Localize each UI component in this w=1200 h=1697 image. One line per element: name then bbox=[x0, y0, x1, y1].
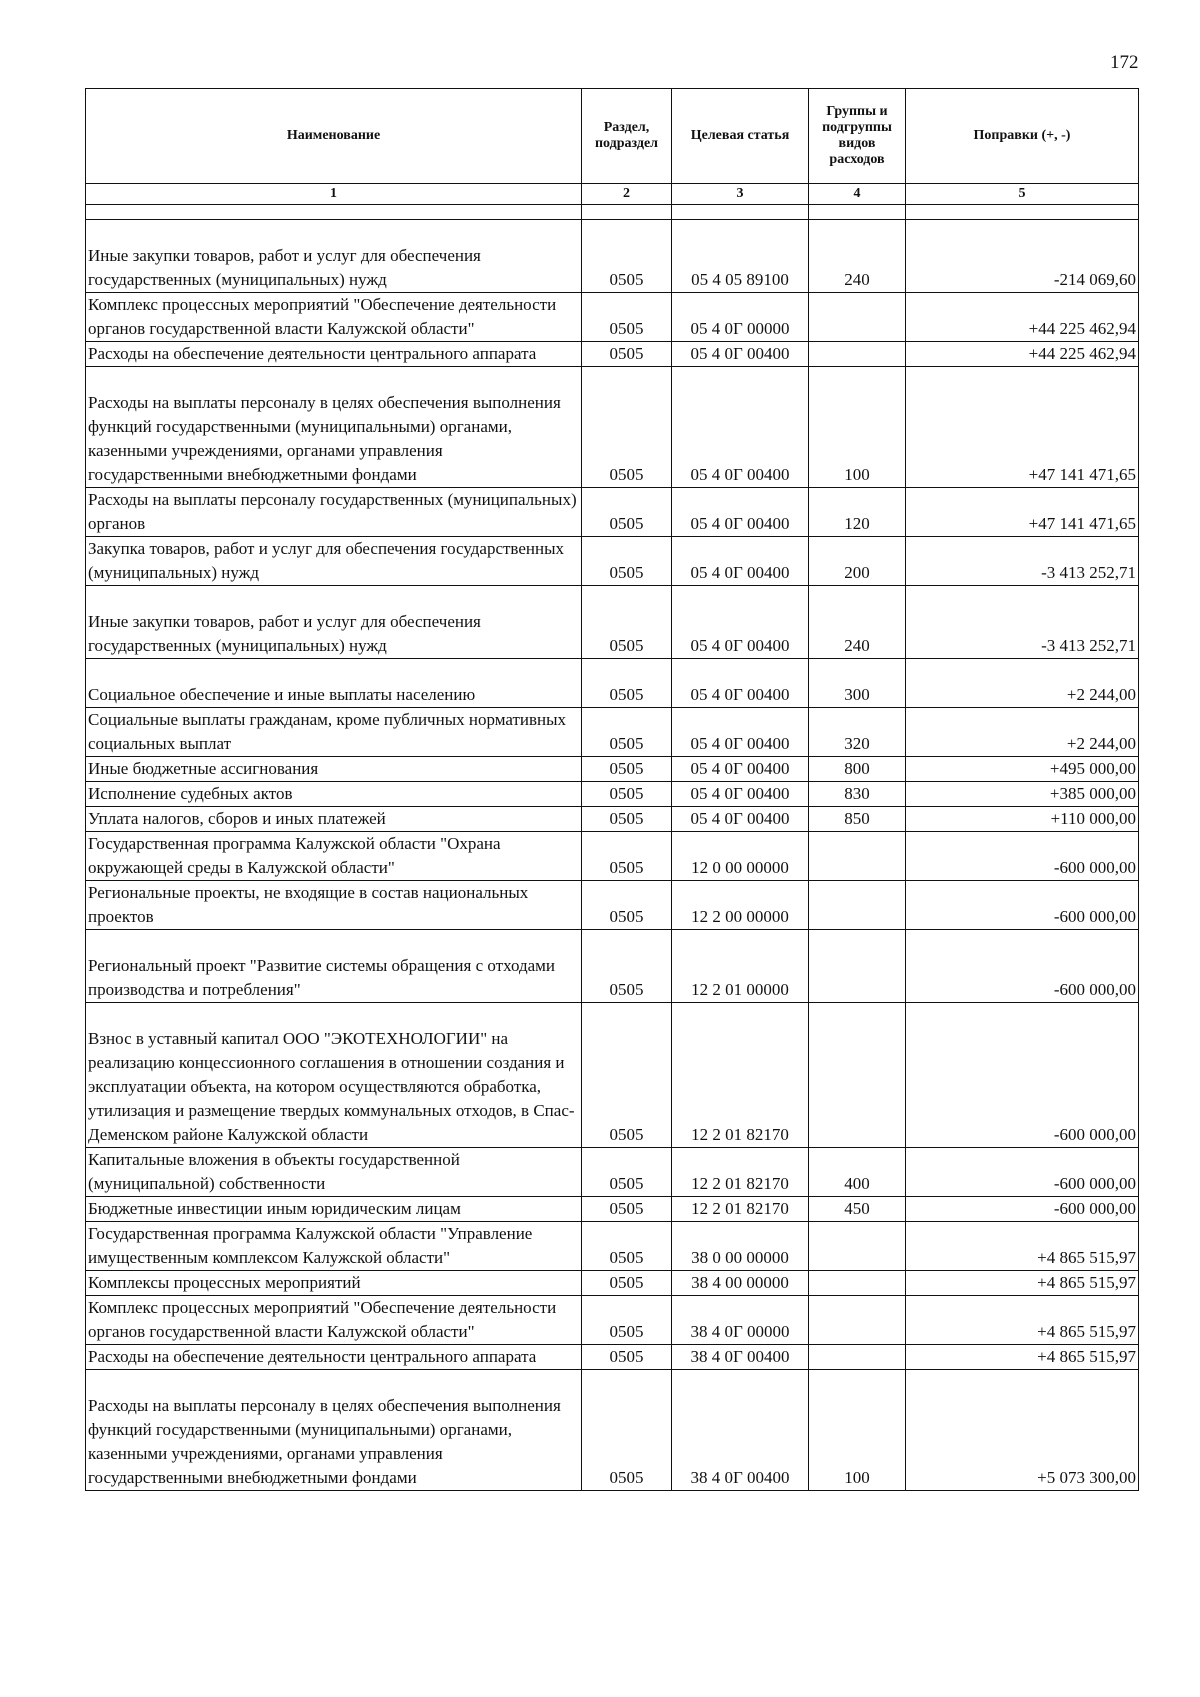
row-amount-cell: +5 073 300,00 bbox=[906, 1370, 1139, 1491]
row-name-cell: Социальное обеспечение и иные выплаты населению bbox=[86, 659, 582, 708]
row-group-cell bbox=[809, 881, 906, 930]
row-target-cell: 05 4 0Г 00400 bbox=[672, 488, 809, 537]
row-target-cell: 12 2 01 82170 bbox=[672, 1003, 809, 1148]
row-section-cell: 0505 bbox=[582, 586, 672, 659]
row-amount-cell: +4 865 515,97 bbox=[906, 1296, 1139, 1345]
row-section-cell: 0505 bbox=[582, 782, 672, 807]
table-row bbox=[86, 807, 1139, 832]
row-amount-cell: +4 865 515,97 bbox=[906, 1222, 1139, 1271]
row-group-cell: 300 bbox=[809, 659, 906, 708]
table-row bbox=[86, 342, 1139, 367]
row-section-cell: 0505 bbox=[582, 1222, 672, 1271]
row-target-cell: 38 0 00 00000 bbox=[672, 1222, 809, 1271]
table-row bbox=[86, 708, 1139, 757]
table-row bbox=[86, 586, 1139, 659]
row-target-cell: 38 4 0Г 00400 bbox=[672, 1370, 809, 1491]
row-group-cell: 200 bbox=[809, 537, 906, 586]
row-section-cell: 0505 bbox=[582, 930, 672, 1003]
row-name-cell: Уплата налогов, сборов и иных платежей bbox=[86, 807, 582, 832]
row-amount-cell: -600 000,00 bbox=[906, 832, 1139, 881]
row-group-cell bbox=[809, 832, 906, 881]
row-name-cell: Бюджетные инвестиции иным юридическим лицам bbox=[86, 1197, 582, 1222]
row-group-cell: 100 bbox=[809, 1370, 906, 1491]
row-amount-cell: +44 225 462,94 bbox=[906, 293, 1139, 342]
row-target-cell: 12 2 01 82170 bbox=[672, 1197, 809, 1222]
row-group-cell bbox=[809, 1345, 906, 1370]
column-number: 4 bbox=[809, 184, 906, 205]
row-section-cell: 0505 bbox=[582, 220, 672, 293]
row-amount-cell: +495 000,00 bbox=[906, 757, 1139, 782]
row-group-cell bbox=[809, 342, 906, 367]
header-section: Раздел, подраздел bbox=[582, 89, 672, 184]
row-name-cell: Комплекс процессных мероприятий "Обеспечение деятельности органов государственной власти Калужской области" bbox=[86, 293, 582, 342]
header-name: Наименование bbox=[86, 89, 582, 184]
row-section-cell: 0505 bbox=[582, 1003, 672, 1148]
row-section-cell: 0505 bbox=[582, 832, 672, 881]
row-name-cell: Иные бюджетные ассигнования bbox=[86, 757, 582, 782]
row-target-cell: 38 4 00 00000 bbox=[672, 1271, 809, 1296]
row-amount-cell: -600 000,00 bbox=[906, 930, 1139, 1003]
row-target-cell: 12 2 01 00000 bbox=[672, 930, 809, 1003]
table-row bbox=[86, 832, 1139, 881]
row-section-cell: 0505 bbox=[582, 488, 672, 537]
table-row bbox=[86, 220, 1139, 293]
row-group-cell: 320 bbox=[809, 708, 906, 757]
row-group-cell: 450 bbox=[809, 1197, 906, 1222]
row-section-cell: 0505 bbox=[582, 708, 672, 757]
row-name-cell: Расходы на обеспечение деятельности центрального аппарата bbox=[86, 1345, 582, 1370]
row-target-cell: 05 4 0Г 00400 bbox=[672, 342, 809, 367]
row-name-cell: Расходы на выплаты персоналу в целях обеспечения выполнения функций государственными (муниципальными) органами, казенными учреждениями, органами управления государственными внебюджетными фондами bbox=[86, 367, 582, 488]
row-name-cell: Закупка товаров, работ и услуг для обеспечения государственных (муниципальных) нужд bbox=[86, 537, 582, 586]
row-target-cell: 12 2 00 00000 bbox=[672, 881, 809, 930]
row-amount-cell: -600 000,00 bbox=[906, 1003, 1139, 1148]
row-section-cell: 0505 bbox=[582, 1370, 672, 1491]
table-row bbox=[86, 782, 1139, 807]
row-name-cell: Капитальные вложения в объекты государственной (муниципальной) собственности bbox=[86, 1148, 582, 1197]
row-group-cell bbox=[809, 1296, 906, 1345]
table-row bbox=[86, 930, 1139, 1003]
row-name-cell: Государственная программа Калужской области "Управление имущественным комплексом Калужской области" bbox=[86, 1222, 582, 1271]
row-target-cell: 05 4 0Г 00400 bbox=[672, 659, 809, 708]
row-target-cell: 05 4 05 89100 bbox=[672, 220, 809, 293]
table-row bbox=[86, 293, 1139, 342]
row-section-cell: 0505 bbox=[582, 807, 672, 832]
row-group-cell: 120 bbox=[809, 488, 906, 537]
row-target-cell: 12 0 00 00000 bbox=[672, 832, 809, 881]
row-amount-cell: +2 244,00 bbox=[906, 708, 1139, 757]
row-name-cell: Комплексы процессных мероприятий bbox=[86, 1271, 582, 1296]
table-row bbox=[86, 1271, 1139, 1296]
row-group-cell bbox=[809, 293, 906, 342]
row-target-cell: 05 4 0Г 00400 bbox=[672, 537, 809, 586]
row-group-cell bbox=[809, 1222, 906, 1271]
row-section-cell: 0505 bbox=[582, 659, 672, 708]
row-target-cell: 38 4 0Г 00400 bbox=[672, 1345, 809, 1370]
row-name-cell: Региональный проект "Развитие системы обращения с отходами производства и потребления" bbox=[86, 930, 582, 1003]
row-group-cell: 800 bbox=[809, 757, 906, 782]
table-row bbox=[86, 659, 1139, 708]
row-section-cell: 0505 bbox=[582, 1345, 672, 1370]
row-amount-cell: -3 413 252,71 bbox=[906, 537, 1139, 586]
row-name-cell: Комплекс процессных мероприятий "Обеспечение деятельности органов государственной власти Калужской области" bbox=[86, 1296, 582, 1345]
row-amount-cell: +4 865 515,97 bbox=[906, 1271, 1139, 1296]
row-group-cell bbox=[809, 1271, 906, 1296]
header-groups: Группы и подгруппы видов расходов bbox=[809, 89, 906, 184]
row-section-cell: 0505 bbox=[582, 881, 672, 930]
row-section-cell: 0505 bbox=[582, 293, 672, 342]
row-section-cell: 0505 bbox=[582, 1148, 672, 1197]
table-row bbox=[86, 1148, 1139, 1197]
header-row bbox=[86, 89, 1139, 184]
table-row bbox=[86, 1003, 1139, 1148]
row-name-cell: Исполнение судебных актов bbox=[86, 782, 582, 807]
row-name-cell: Иные закупки товаров, работ и услуг для обеспечения государственных (муниципальных) нужд bbox=[86, 220, 582, 293]
row-name-cell: Региональные проекты, не входящие в состав национальных проектов bbox=[86, 881, 582, 930]
header-target: Целевая статья bbox=[672, 89, 809, 184]
table-row bbox=[86, 488, 1139, 537]
table-row bbox=[86, 1222, 1139, 1271]
row-section-cell: 0505 bbox=[582, 342, 672, 367]
row-amount-cell: -600 000,00 bbox=[906, 1148, 1139, 1197]
row-name-cell: Государственная программа Калужской области "Охрана окружающей среды в Калужской области" bbox=[86, 832, 582, 881]
row-name-cell: Социальные выплаты гражданам, кроме публичных нормативных социальных выплат bbox=[86, 708, 582, 757]
row-section-cell: 0505 bbox=[582, 757, 672, 782]
row-name-cell: Расходы на выплаты персоналу государственных (муниципальных) органов bbox=[86, 488, 582, 537]
header-spacer bbox=[86, 205, 1139, 220]
row-amount-cell: +47 141 471,65 bbox=[906, 367, 1139, 488]
row-group-cell: 830 bbox=[809, 782, 906, 807]
row-group-cell: 240 bbox=[809, 220, 906, 293]
row-section-cell: 0505 bbox=[582, 367, 672, 488]
row-target-cell: 05 4 0Г 00400 bbox=[672, 782, 809, 807]
table-row bbox=[86, 881, 1139, 930]
table-row bbox=[86, 1345, 1139, 1370]
row-target-cell: 05 4 0Г 00400 bbox=[672, 367, 809, 488]
column-number-row bbox=[86, 184, 1139, 205]
row-target-cell: 12 2 01 82170 bbox=[672, 1148, 809, 1197]
column-number: 5 bbox=[906, 184, 1139, 205]
row-group-cell: 400 bbox=[809, 1148, 906, 1197]
row-amount-cell: +385 000,00 bbox=[906, 782, 1139, 807]
table-body bbox=[86, 205, 1139, 1491]
row-section-cell: 0505 bbox=[582, 1296, 672, 1345]
table-row bbox=[86, 1370, 1139, 1491]
table-row bbox=[86, 367, 1139, 488]
row-section-cell: 0505 bbox=[582, 1271, 672, 1296]
row-name-cell: Расходы на выплаты персоналу в целях обеспечения выполнения функций государственными (муниципальными) органами, казенными учреждениями, органами управления государственными внебюджетными фондами bbox=[86, 1370, 582, 1491]
row-amount-cell: -214 069,60 bbox=[906, 220, 1139, 293]
row-group-cell bbox=[809, 930, 906, 1003]
row-target-cell: 38 4 0Г 00000 bbox=[672, 1296, 809, 1345]
row-target-cell: 05 4 0Г 00400 bbox=[672, 708, 809, 757]
row-name-cell: Иные закупки товаров, работ и услуг для обеспечения государственных (муниципальных) нужд bbox=[86, 586, 582, 659]
row-amount-cell: -600 000,00 bbox=[906, 881, 1139, 930]
page-number: 172 bbox=[1110, 52, 1139, 73]
row-group-cell bbox=[809, 1003, 906, 1148]
row-amount-cell: -600 000,00 bbox=[906, 1197, 1139, 1222]
row-group-cell: 240 bbox=[809, 586, 906, 659]
column-number: 2 bbox=[582, 184, 672, 205]
row-amount-cell: +47 141 471,65 bbox=[906, 488, 1139, 537]
header-amendments: Поправки (+, -) bbox=[906, 89, 1139, 184]
row-amount-cell: +44 225 462,94 bbox=[906, 342, 1139, 367]
row-name-cell: Взнос в уставный капитал ООО "ЭКОТЕХНОЛОГИИ" на реализацию концессионного соглашения в отношении создания и эксплуатации объекта, на котором осуществляются обработка, утилизация и размещение твердых коммунальных отходов, в Спас-Деменском районе Калужской области bbox=[86, 1003, 582, 1148]
row-section-cell: 0505 bbox=[582, 1197, 672, 1222]
row-amount-cell: +4 865 515,97 bbox=[906, 1345, 1139, 1370]
row-group-cell: 850 bbox=[809, 807, 906, 832]
column-number: 3 bbox=[672, 184, 809, 205]
row-amount-cell: -3 413 252,71 bbox=[906, 586, 1139, 659]
row-target-cell: 05 4 0Г 00400 bbox=[672, 586, 809, 659]
table-row bbox=[86, 537, 1139, 586]
table-row bbox=[86, 757, 1139, 782]
table-row bbox=[86, 1197, 1139, 1222]
row-group-cell: 100 bbox=[809, 367, 906, 488]
row-amount-cell: +2 244,00 bbox=[906, 659, 1139, 708]
row-target-cell: 05 4 0Г 00400 bbox=[672, 807, 809, 832]
row-target-cell: 05 4 0Г 00400 bbox=[672, 757, 809, 782]
table-row bbox=[86, 1296, 1139, 1345]
row-amount-cell: +110 000,00 bbox=[906, 807, 1139, 832]
budget-table bbox=[85, 88, 1139, 1491]
row-section-cell: 0505 bbox=[582, 537, 672, 586]
row-target-cell: 05 4 0Г 00000 bbox=[672, 293, 809, 342]
row-name-cell: Расходы на обеспечение деятельности центрального аппарата bbox=[86, 342, 582, 367]
column-number: 1 bbox=[86, 184, 582, 205]
